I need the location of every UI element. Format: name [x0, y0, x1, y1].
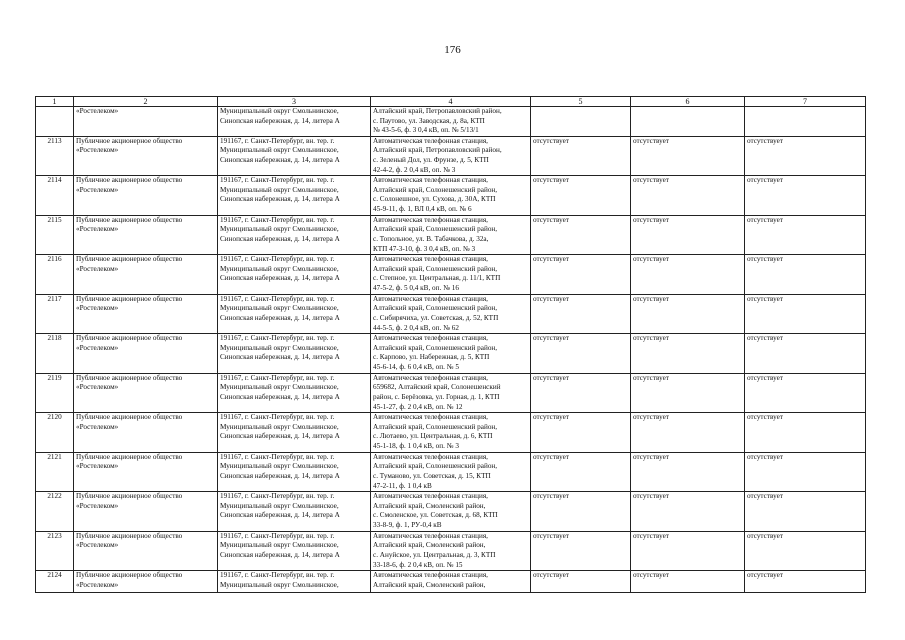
owner-name: Публичное акционерное общество «Ростелеком» — [74, 531, 218, 571]
column-header: 5 — [531, 97, 631, 107]
table-row — [36, 294, 866, 334]
owner-address: 191167, г. Санкт-Петербург, вн. тер. г. Муниципальный округ Смольнинское, Синопская набережная, д. 14, литера А — [218, 334, 371, 374]
column-6-value — [631, 107, 745, 137]
table-row — [36, 373, 866, 413]
owner-address: 191167, г. Санкт-Петербург, вн. тер. г. Муниципальный округ Смольнинское, Синопская набережная, д. 14, литера А — [218, 373, 371, 413]
owner-name: Публичное акционерное общество «Ростелеком» — [74, 571, 218, 593]
column-6-value: отсутствует — [631, 215, 745, 255]
column-6-value: отсутствует — [631, 373, 745, 413]
row-number: 2113 — [36, 136, 74, 176]
column-5-value: отсутствует — [531, 492, 631, 532]
column-5-value: отсутствует — [531, 176, 631, 216]
row-number: 2119 — [36, 373, 74, 413]
row-number: 2117 — [36, 294, 74, 334]
column-5-value: отсутствует — [531, 531, 631, 571]
object-location: Автоматическая телефонная станция, Алтайский край, Смоленский район, с. Смоленское, ул. Советская, д. 68, КТП 33-8-9, ф. 1, РУ-0,4 кВ — [371, 492, 531, 532]
column-7-value: отсутствует — [745, 492, 866, 532]
column-6-value: отсутствует — [631, 334, 745, 374]
table-row — [36, 136, 866, 176]
owner-address: 191167, г. Санкт-Петербург, вн. тер. г. Муниципальный округ Смольнинское, Синопская набережная, д. 14, литера А — [218, 176, 371, 216]
column-header: 2 — [74, 97, 218, 107]
column-5-value: отсутствует — [531, 413, 631, 453]
object-location: Автоматическая телефонная станция, Алтайский край, Солонешенский район, с. Туманово, ул. Советская, д. 15, КТП 47-2-11, ф. 1 0,4 кВ — [371, 452, 531, 492]
row-number: 2121 — [36, 452, 74, 492]
row-number: 2115 — [36, 215, 74, 255]
column-header: 6 — [631, 97, 745, 107]
column-header: 7 — [745, 97, 866, 107]
owner-name: Публичное акционерное общество «Ростелеком» — [74, 136, 218, 176]
column-7-value: отсутствует — [745, 294, 866, 334]
object-location: Автоматическая телефонная станция, Алтайский край, Смоленский район, — [371, 571, 531, 593]
row-number: 2122 — [36, 492, 74, 532]
column-7-value: отсутствует — [745, 373, 866, 413]
row-number: 2118 — [36, 334, 74, 374]
column-7-value: отсутствует — [745, 413, 866, 453]
table-row — [36, 255, 866, 295]
column-5-value: отсутствует — [531, 571, 631, 593]
column-5-value — [531, 107, 631, 137]
owner-address: Муниципальный округ Смольнинское, Синопская набережная, д. 14, литера А — [218, 107, 371, 137]
owner-name: Публичное акционерное общество «Ростелеком» — [74, 334, 218, 374]
owner-address: 191167, г. Санкт-Петербург, вн. тер. г. Муниципальный округ Смольнинское, Синопская набережная, д. 14, литера А — [218, 294, 371, 334]
table-row — [36, 107, 866, 137]
table-row — [36, 492, 866, 532]
column-5-value: отсутствует — [531, 373, 631, 413]
owner-address: 191167, г. Санкт-Петербург, вн. тер. г. Муниципальный округ Смольнинское, Синопская набережная, д. 14, литера А — [218, 215, 371, 255]
registry-table — [35, 96, 866, 593]
owner-name: Публичное акционерное общество «Ростелеком» — [74, 215, 218, 255]
column-6-value: отсутствует — [631, 255, 745, 295]
column-6-value: отсутствует — [631, 571, 745, 593]
column-6-value: отсутствует — [631, 452, 745, 492]
owner-name: Публичное акционерное общество «Ростелеком» — [74, 255, 218, 295]
column-5-value: отсутствует — [531, 255, 631, 295]
column-6-value: отсутствует — [631, 176, 745, 216]
object-location: Автоматическая телефонная станция, Алтайский край, Солонешенский район, с. Лютаево, ул. Центральная, д. 6, КТП 45-1-18, ф. 1 0,4 кВ, оп. № 3 — [371, 413, 531, 453]
owner-address: 191167, г. Санкт-Петербург, вн. тер. г. Муниципальный округ Смольнинское, Синопская набережная, д. 14, литера А — [218, 492, 371, 532]
object-location: Автоматическая телефонная станция, Алтайский край, Солонешенский район, с. Карпово, ул. Набережная, д. 5, КТП 45-6-14, ф. 6 0,4 кВ, оп. № 5 — [371, 334, 531, 374]
row-number: 2120 — [36, 413, 74, 453]
owner-name: Публичное акционерное общество «Ростелеком» — [74, 452, 218, 492]
column-7-value: отсутствует — [745, 334, 866, 374]
table-row — [36, 452, 866, 492]
object-location: Автоматическая телефонная станция, Алтайский край, Смоленский район, с. Ануйское, ул. Центральная, д. 3, КТП 33-18-6, ф. 2 0,4 кВ, оп. № 15 — [371, 531, 531, 571]
owner-address: 191167, г. Санкт-Петербург, вн. тер. г. Муниципальный округ Смольнинское, Синопская набережная, д. 14, литера А — [218, 531, 371, 571]
owner-address: 191167, г. Санкт-Петербург, вн. тер. г. Муниципальный округ Смольнинское, Синопская набережная, д. 14, литера А — [218, 452, 371, 492]
column-6-value: отсутствует — [631, 136, 745, 176]
row-number: 2123 — [36, 531, 74, 571]
column-header: 4 — [371, 97, 531, 107]
owner-address: 191167, г. Санкт-Петербург, вн. тер. г. Муниципальный округ Смольнинское, Синопская набережная, д. 14, литера А — [218, 136, 371, 176]
owner-name: Публичное акционерное общество «Ростелеком» — [74, 373, 218, 413]
owner-name: Публичное акционерное общество «Ростелеком» — [74, 176, 218, 216]
column-7-value: отсутствует — [745, 215, 866, 255]
column-5-value: отсутствует — [531, 136, 631, 176]
column-header: 1 — [36, 97, 74, 107]
header-row — [36, 97, 866, 107]
column-7-value: отсутствует — [745, 255, 866, 295]
row-number — [36, 107, 74, 137]
table-row — [36, 334, 866, 374]
owner-address: 191167, г. Санкт-Петербург, вн. тер. г. Муниципальный округ Смольнинское, Синопская набережная, д. 14, литера А — [218, 413, 371, 453]
table-row — [36, 215, 866, 255]
table-row — [36, 176, 866, 216]
object-location: Автоматическая телефонная станция, Алтайский край, Солонешенский район, с. Топольное, ул. В. Табачкова, д. 32а, КТП 47-3-10, ф. 3 0,4 кВ, оп. № 3 — [371, 215, 531, 255]
column-6-value: отсутствует — [631, 531, 745, 571]
column-6-value: отсутствует — [631, 492, 745, 532]
column-header: 3 — [218, 97, 371, 107]
table-row — [36, 413, 866, 453]
column-5-value: отсутствует — [531, 452, 631, 492]
object-location: Автоматическая телефонная станция, Алтайский край, Солонешенский район, с. Солонешное, ул. Сухова, д. 30А, КТП 45-9-11, ф. 1, ВЛ 0,4 кВ, оп. № 6 — [371, 176, 531, 216]
table-row — [36, 531, 866, 571]
object-location: Автоматическая телефонная станция, Алтайский край, Солонешенский район, с. Степное, ул. Центральная, д. 11/1, КТП 47-5-2, ф. 5 0,4 кВ, оп. № 16 — [371, 255, 531, 295]
column-7-value: отсутствует — [745, 571, 866, 593]
object-location: Автоматическая телефонная станция, Алтайский край, Солонешенский район, с. Сибирячиха, ул. Советская, д. 52, КТП 44-5-5, ф. 2 0,4 кВ, оп. № 62 — [371, 294, 531, 334]
row-number: 2124 — [36, 571, 74, 593]
column-5-value: отсутствует — [531, 334, 631, 374]
column-7-value: отсутствует — [745, 531, 866, 571]
row-number: 2116 — [36, 255, 74, 295]
row-number: 2114 — [36, 176, 74, 216]
object-location: Автоматическая телефонная станция, 659682, Алтайский край, Солонешенский район, с. Берёзовка, ул. Горная, д. 1, КТП 45-1-27, ф. 2 0,4 кВ, оп. № 12 — [371, 373, 531, 413]
page-number: 176 — [444, 44, 461, 56]
column-6-value: отсутствует — [631, 413, 745, 453]
object-location: Алтайский край, Петропавловский район, с. Паутово, ул. Заводская, д. 8а, КТП № 43-5-6, ф. 3 0,4 кВ, оп. № 5/13/1 — [371, 107, 531, 137]
column-6-value: отсутствует — [631, 294, 745, 334]
column-5-value: отсутствует — [531, 294, 631, 334]
owner-name: «Ростелеком» — [74, 107, 218, 137]
owner-address: 191167, г. Санкт-Петербург, вн. тер. г. Муниципальный округ Смольнинское, Синопская набережная, д. 14, литера А — [218, 255, 371, 295]
object-location: Автоматическая телефонная станция, Алтайский край, Петропавловский район, с. Зеленый Дол, ул. Фрунзе, д. 5, КТП 42-4-2, ф. 2 0,4 кВ, оп. № 3 — [371, 136, 531, 176]
column-5-value: отсутствует — [531, 215, 631, 255]
owner-name: Публичное акционерное общество «Ростелеком» — [74, 413, 218, 453]
owner-address: 191167, г. Санкт-Петербург, вн. тер. г. Муниципальный округ Смольнинское, — [218, 571, 371, 593]
column-7-value: отсутствует — [745, 452, 866, 492]
column-7-value: отсутствует — [745, 136, 866, 176]
owner-name: Публичное акционерное общество «Ростелеком» — [74, 492, 218, 532]
column-7-value — [745, 107, 866, 137]
table-row — [36, 571, 866, 593]
column-7-value: отсутствует — [745, 176, 866, 216]
owner-name: Публичное акционерное общество «Ростелеком» — [74, 294, 218, 334]
